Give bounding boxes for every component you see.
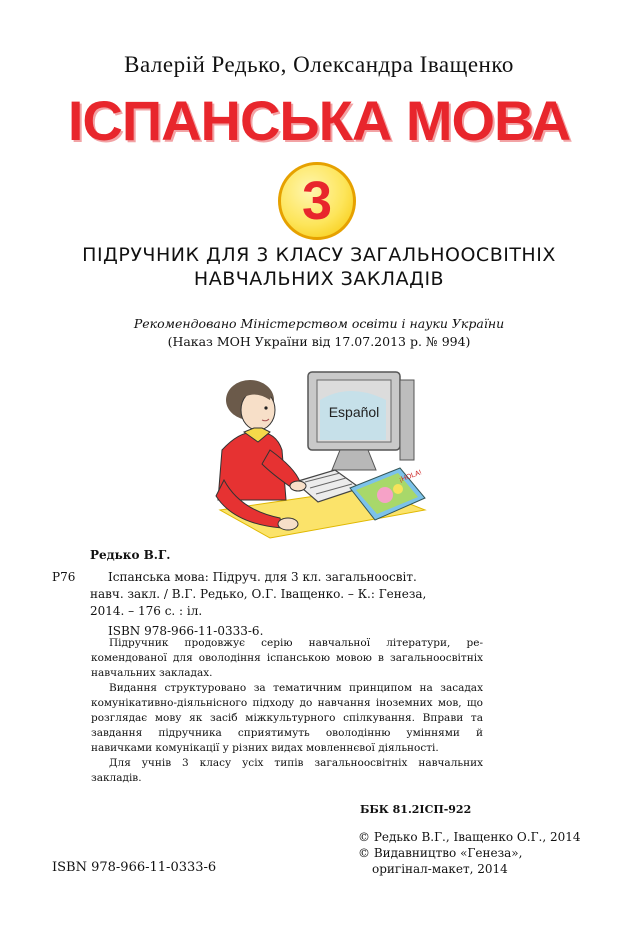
isbn-bottom: ISBN 978-966-11-0333-6 <box>52 860 217 875</box>
subtitle-line-2: НАВЧАЛЬНИХ ЗАКЛАДІВ <box>193 268 445 290</box>
biblio-author: Редько В.Г. <box>90 548 171 562</box>
authors: Валерій Редько, Олександра Іващенко <box>124 52 514 77</box>
cover-illustration <box>200 370 430 555</box>
copyright-line-2: © Видавництво «Генеза», <box>358 846 523 860</box>
copyright-line-3: оригінал-макет, 2014 <box>372 862 508 876</box>
grade-number: 3 <box>301 171 333 231</box>
biblio-code: Р76 <box>52 570 76 584</box>
annotation <box>91 636 483 786</box>
book-title: ІСПАНСЬКА МОВА <box>67 89 571 152</box>
annotation-paragraph-1: Підручник продовжує серію навчальної літератури, рекомендованої для оволодіння іспанською мовою в загальноосвітніх навчальних закладах. <box>91 637 483 679</box>
biblio-line-3: 2014. – 176 с. : іл. <box>90 604 203 618</box>
annotation-paragraph-2: Видання структуровано за тематичним принципом на засадах комунікативно-діяльнісного підходу до навчання іноземних мов, що розглядає мову як засіб міжкультурного спілкування. Вправи та завдання підручника сприятимуть оволодінню уміннями й навичками комунікації у різних видах мовленнєвої діяльності. <box>91 682 483 754</box>
grade-badge <box>278 162 356 240</box>
recommendation: Рекомендовано Міністерством освіти і науки України <box>133 316 505 331</box>
bbk-code: ББК 81.2ІСП-922 <box>360 803 472 816</box>
copyright-line-1: © Редько В.Г., Іващенко О.Г., 2014 <box>358 830 581 844</box>
subtitle <box>0 243 638 291</box>
recommendation-block <box>0 315 638 351</box>
ministry-order: (Наказ МОН України від 17.07.2013 р. № 994) <box>167 334 471 349</box>
biblio-isbn: ISBN 978-966-11-0333-6. <box>108 624 264 638</box>
monitor-label: Español <box>328 404 380 420</box>
biblio-line-2: навч. закл. / В.Г. Редько, О.Г. Іващенко. – К.: Генеза, <box>90 587 427 601</box>
biblio-record <box>52 569 492 640</box>
annotation-paragraph-3: Для учнів 3 класу усіх типів загальноосвітніх навчальних закладів. <box>91 757 483 784</box>
biblio-line-1: Іспанська мова: Підруч. для 3 кл. загальноосвіт. <box>108 570 417 584</box>
book-label: ¡HOLA! <box>398 469 423 484</box>
copyright-block <box>358 829 581 877</box>
subtitle-line-1: ПІДРУЧНИК ДЛЯ 3 КЛАСУ ЗАГАЛЬНООСВІТНІХ <box>82 244 556 266</box>
